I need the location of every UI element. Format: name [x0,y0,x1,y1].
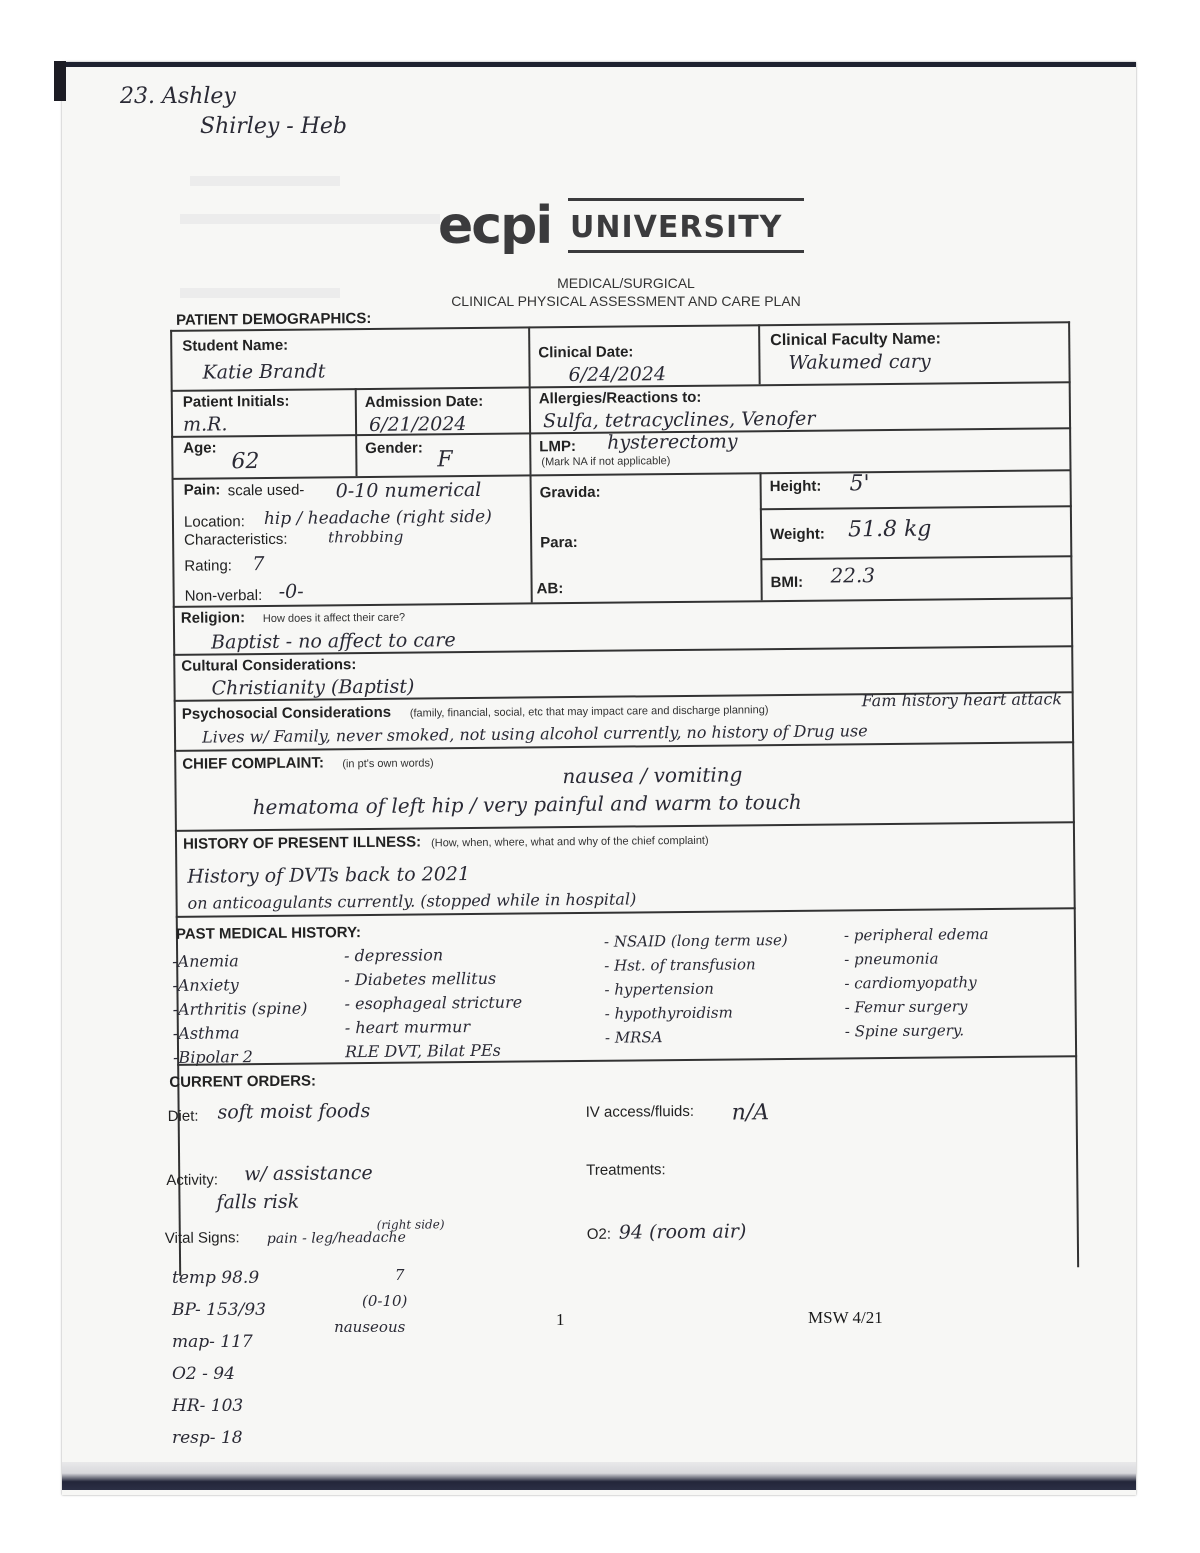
hpi-line1: History of DVTs back to 2021 [187,863,471,888]
iv-value: n/A [731,1100,770,1126]
margin-pain-scale [332,1262,407,1340]
show-through-text [190,176,340,186]
margin-vital-signs [172,1262,266,1454]
pmh-item: RLE DVT, Bilat PEs [344,1040,501,1062]
vital-hr: HR- 103 [172,1396,244,1416]
hpi-line2: on anticoagulants currently. (stopped while in hospital) [187,889,637,913]
pmh-item: - hypertension [604,979,714,999]
psychosocial-note: (family, financial, social, etc that may impact care and discharge planning) [409,704,769,720]
activity-label: Activity: [166,1171,219,1189]
pmh-column-4 [844,922,990,1043]
lmp-value: hysterectomy [607,430,738,454]
ab-label: AB: [536,580,564,598]
pmh-item: - esophageal stricture [344,992,523,1014]
psychosocial-label: Psychosocial Considerations [181,703,392,723]
vital-map: map- 117 [172,1332,253,1352]
form-title [440,274,812,310]
hpi-label: HISTORY OF PRESENT ILLNESS: [182,833,422,853]
pain-scale-value: 0-10 numerical [335,478,482,503]
chief-complaint-note: (in pt's own words) [342,757,434,771]
pmh-column-3 [604,928,789,1050]
pmh-item: -Arthritis (spine) [172,998,308,1019]
o2-label: O2: [586,1225,612,1243]
rule [530,474,533,602]
clinical-date-label: Clinical Date: [538,343,634,362]
characteristics-label: Characteristics: [184,530,288,549]
age-value: 62 [231,449,260,475]
vital-signs-side: (right side) [376,1217,445,1232]
vital-signs-pain: pain - leg/headache [266,1229,406,1247]
pain-scale-label: scale used- [227,481,305,500]
gender-label: Gender: [365,439,423,458]
pmh-item: - Spine surgery. [844,1021,965,1041]
pmh-item: - Hst. of transfusion [604,955,756,975]
chief-complaint-line2: hematoma of left hip / very painful and warm to touch [252,789,802,820]
sheet-stack-edge [62,1462,1136,1490]
rule [355,388,357,476]
nonverbal-value: -0- [278,580,304,603]
location-label: Location: [183,513,245,531]
bmi-value: 22.3 [830,563,876,588]
cultural-label: Cultural Considerations: [181,656,357,675]
student-name-value: Katie Brandt [202,360,326,384]
current-orders-label: CURRENT ORDERS: [169,1072,317,1091]
nonverbal-label: Non-verbal: [184,587,263,605]
lmp-note: (Mark NA if not applicable) [541,455,671,469]
form-title-line1: MEDICAL/SURGICAL [557,275,695,291]
logo-ecpi: ecpi [438,196,552,256]
form-code: MSW 4/21 [808,1308,883,1327]
chief-complaint-line1: nausea / vomiting [562,762,743,789]
pmh-item: - cardiomyopathy [844,973,977,993]
show-through-text [180,214,440,224]
religion-value: Baptist - no affect to care [211,629,456,654]
pmh-column-2 [344,943,523,1065]
rule [760,555,1072,559]
corner-note-line2: Shirley - Heb [200,114,347,139]
iv-label: IV access/fluids: [585,1102,695,1121]
form-title-line2: CLINICAL PHYSICAL ASSESSMENT AND CARE PLAN [451,293,801,309]
demographics-label: PATIENT DEMOGRAPHICS: [175,309,372,329]
pmh-item: - heart murmur [344,1017,471,1038]
pmh-item: - peripheral edema [843,925,989,945]
religion-label: Religion: [180,609,246,627]
admission-date-value: 6/21/2024 [368,413,467,436]
pmh-item: - Femur surgery [844,997,968,1017]
logo-university: UNIVERSITY [570,210,783,245]
show-through-text [180,288,340,298]
chief-complaint-label: CHIEF COMPLAINT: [182,754,325,773]
pain-scale-rating: 7 [394,1266,405,1284]
para-label: Para: [540,533,578,552]
pain-scale-nausea: nauseous [334,1318,406,1336]
rule [760,505,1072,509]
rule [175,821,1075,831]
pmh-item: - Diabetes mellitus [344,968,497,990]
rule [172,469,1072,479]
pmh-item: - pneumonia [844,949,939,969]
weight-value: 51.8 kg [847,516,932,543]
treatments-label: Treatments: [586,1161,666,1179]
rating-label: Rating: [184,557,232,575]
pmh-item: -Asthma [172,1023,240,1043]
rule [173,597,1073,607]
rule [529,386,531,474]
location-value: hip / headache (right side) [263,506,492,529]
cultural-value: Christianity (Baptist) [211,675,415,700]
corner-note-line1: 23. Ashley [120,84,236,109]
pain-label: Pain: [183,481,221,499]
height-value: 5' [849,471,870,497]
rule [760,472,763,600]
vital-resp: resp- 18 [172,1428,243,1448]
vital-signs-label: Vital Signs: [164,1229,240,1247]
patient-initials-value: m.R. [182,413,228,436]
vital-temp: temp 98.9 [172,1268,260,1288]
psychosocial-value-b: Lives w/ Family, never smoked, not using alcohol currently, no history of Drug use [201,721,868,747]
pmh-item: - NSAID (long term use) [603,930,788,951]
ecpi-university-logo [438,196,808,256]
pmh-label: PAST MEDICAL HISTORY: [175,924,362,943]
rule [528,326,530,386]
diet-label: Diet: [167,1107,199,1125]
clinical-date-value: 6/24/2024 [568,363,667,387]
pain-scale-range: (0-10) [362,1292,408,1310]
pmh-item: - depression [344,945,444,966]
pmh-item: - MRSA [604,1028,663,1047]
psychosocial-value-a: Fam history heart attack [861,689,1063,711]
rule [177,1055,1077,1065]
patient-initials-label: Patient Initials: [182,392,290,411]
diet-value: soft moist foods [217,1099,371,1124]
care-plan-form [158,309,1079,1276]
lmp-label: LMP: [539,437,577,456]
vital-bp: BP- 153/93 [172,1300,266,1320]
page-number: 1 [556,1310,565,1329]
bmi-label: BMI: [770,573,804,592]
rating-value: 7 [252,552,265,576]
corner-handwritten-note [120,82,347,142]
religion-note: How does it affect their care? [262,611,406,626]
gravida-label: Gravida: [539,483,601,502]
faculty-value: Wakumed cary [788,350,931,374]
rule [170,330,181,1276]
o2-value: 94 (room air) [618,1220,747,1244]
pmh-column-1 [172,949,308,1070]
gender-value: F [437,447,453,473]
student-name-label: Student Name: [182,336,289,355]
logo-rule-top [568,198,804,201]
pmh-item: - hypothyroidism [604,1003,733,1023]
activity-value-2: falls risk [216,1190,300,1214]
faculty-label: Clinical Faculty Name: [770,330,942,350]
hpi-note: (How, when, where, what and why of the chief complaint) [430,834,709,850]
characteristics-value: throbbing [328,527,404,547]
vital-o2: O2 - 94 [172,1364,235,1384]
allergies-label: Allergies/Reactions to: [538,388,702,408]
rule [758,324,760,384]
height-label: Height: [769,477,822,496]
age-label: Age: [183,439,217,457]
admission-date-label: Admission Date: [364,392,484,412]
allergies-value: Sulfa, tetracyclines, Venofer [542,407,816,433]
logo-rule-bottom [568,250,804,253]
pmh-item: -Anxiety [172,975,239,995]
weight-label: Weight: [770,525,825,544]
activity-value-1: w/ assistance [244,1161,373,1186]
pmh-item: -Bipolar 2 [173,1047,253,1067]
pmh-item: -Anemia [172,951,239,971]
